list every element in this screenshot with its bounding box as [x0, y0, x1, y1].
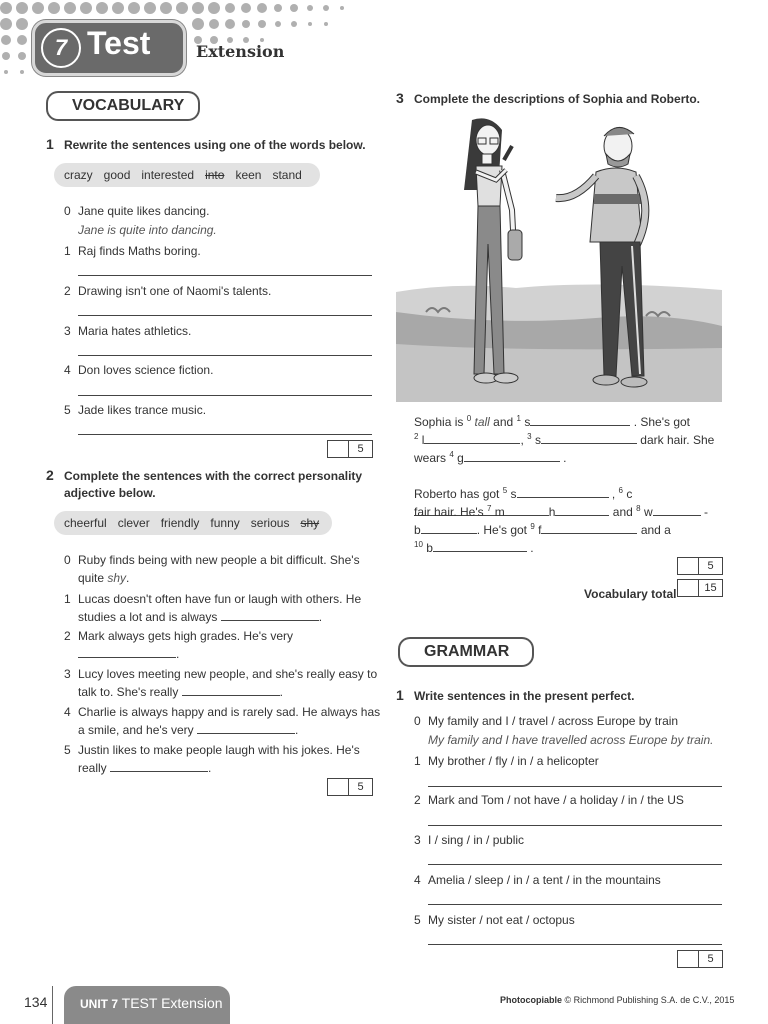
answer-line[interactable]: [78, 395, 372, 396]
superscript: 0: [466, 414, 472, 423]
vocabulary-total-label: Vocabulary total: [584, 587, 677, 601]
word-option: funny: [210, 516, 240, 530]
text: s: [510, 487, 517, 501]
score-max: 5: [357, 443, 364, 455]
item-text: My brother / fly / in / a helicopter: [428, 754, 599, 768]
test-title: Test: [87, 25, 151, 61]
grammar-ex1-instruction: Write sentences in the present perfect.: [414, 689, 635, 703]
answer-blank[interactable]: [653, 503, 701, 516]
item-text: Charlie is always happy and is rarely sad. He always has: [78, 705, 381, 719]
answer-blank[interactable]: [555, 503, 609, 516]
roberto-line-2: fair hair. He's $^7$ m h and $^8$ w -: [414, 504, 708, 519]
vocabulary-heading: VOCABULARY: [58, 91, 200, 121]
text: m: [494, 505, 505, 519]
word-option: cheerful: [64, 516, 107, 530]
item-text-line2: [78, 569, 129, 587]
answer-line[interactable]: [78, 355, 372, 356]
superscript: 1: [516, 414, 521, 423]
text: Roberto has got: [414, 487, 503, 501]
ex3-score-box: [677, 557, 723, 575]
score-input[interactable]: [328, 779, 349, 795]
punctuation: .: [279, 685, 284, 699]
text: c: [626, 487, 633, 501]
item-text: talk to. She's really: [78, 685, 182, 699]
text: dark hair. She: [636, 433, 715, 447]
text: s: [524, 415, 531, 429]
text: and a: [637, 523, 671, 537]
roberto-line-1: Roberto has got $^5$ s , $^6$ c: [414, 482, 724, 521]
item-text: Don loves science fiction.: [78, 363, 214, 377]
ex3-number: 3: [396, 90, 404, 106]
answer-blank[interactable]: [182, 683, 280, 696]
punctuation: .: [208, 761, 212, 775]
roberto-line-4: $^{10}$ b .: [414, 540, 534, 555]
item-number: 1: [64, 592, 71, 606]
item-text-line2: [78, 608, 322, 626]
text: h: [548, 505, 556, 519]
text: b: [426, 541, 433, 555]
item-text: Mark and Tom / not have / a holiday / in / the US: [428, 793, 684, 807]
test-number: 7: [41, 28, 81, 68]
grammar-score-box: [677, 950, 723, 968]
punctuation: .: [295, 723, 299, 737]
item-text-line2: [78, 759, 211, 777]
word-option-used: shy: [300, 516, 320, 530]
superscript: 5: [502, 486, 508, 495]
score-max: 5: [707, 560, 714, 572]
ex2-word-box: [54, 511, 332, 535]
item-number: 3: [64, 667, 71, 681]
punctuation: .: [126, 571, 130, 585]
answer-blank[interactable]: [433, 539, 527, 552]
superscript: 8: [636, 504, 641, 513]
item-number: 4: [64, 363, 71, 377]
item-number: 0: [64, 553, 71, 567]
answer-blank[interactable]: [505, 503, 549, 516]
footer-unit-title: TEST Extension: [118, 995, 223, 1011]
item-number: 0: [64, 204, 71, 218]
word-option-used: into: [205, 168, 225, 182]
footer-unit-tab: [64, 986, 230, 1024]
item-number: 0: [414, 714, 421, 728]
answer-line[interactable]: [78, 275, 372, 276]
copyright-text: © Richmond Publishing S.A. de C.V., 2015: [562, 995, 735, 1005]
punctuation: .: [176, 647, 180, 661]
ex1-score-box: [327, 440, 373, 458]
item-number: 4: [414, 873, 421, 887]
word-option: friendly: [160, 516, 200, 530]
word-option: keen: [235, 168, 262, 182]
punctuation: .: [318, 610, 323, 624]
answer-line[interactable]: [428, 864, 722, 865]
answer-blank[interactable]: [421, 521, 477, 534]
ex2-number: 2: [46, 467, 54, 483]
item-number: 3: [414, 833, 421, 847]
answer-blank[interactable]: [221, 608, 319, 621]
ex1-instruction: Rewrite the sentences using one of the words below.: [64, 138, 366, 152]
test-badge: [32, 20, 186, 76]
ex1-example-answer: Jane is quite into dancing.: [78, 223, 217, 237]
text: . He's got: [476, 523, 531, 537]
answer-blank[interactable]: [541, 521, 637, 534]
item-number: 5: [414, 913, 421, 927]
item-text: I / sing / in / public: [428, 833, 525, 847]
item-text: Jane quite likes dancing.: [78, 204, 210, 218]
grammar-heading: GRAMMAR: [410, 637, 534, 667]
item-text-line2: [78, 721, 298, 739]
word-option: serious: [250, 516, 290, 530]
example-answer: tall: [474, 415, 490, 429]
score-input[interactable]: [328, 441, 349, 457]
answer-blank[interactable]: [424, 431, 520, 444]
item-number: 3: [64, 324, 71, 338]
item-number: 2: [64, 629, 71, 643]
item-text: Jade likes trance music.: [78, 403, 207, 417]
ex1-word-box: [54, 163, 320, 187]
item-text: Amelia / sleep / in / a tent / in the mountains: [428, 873, 661, 887]
text: wears: [414, 451, 450, 465]
superscript: 4: [449, 450, 454, 459]
item-number: 2: [414, 793, 421, 807]
superscript: 10: [414, 540, 423, 549]
page-subtitle: Extension: [196, 42, 285, 61]
text: fair hair. He's: [414, 505, 487, 519]
item-text: Mark always gets high grades. He's very: [78, 629, 294, 643]
sophia-line-3: wears $^4$ g .: [414, 450, 567, 465]
answer-blank[interactable]: [197, 721, 295, 734]
answer-line[interactable]: [428, 944, 722, 945]
text: g: [457, 451, 464, 465]
superscript: 6: [618, 486, 623, 495]
item-number: 5: [64, 743, 71, 757]
text: b: [414, 523, 421, 537]
text: s: [534, 433, 541, 447]
superscript: 3: [527, 432, 532, 441]
score-max: 15: [704, 582, 717, 594]
answer-line[interactable]: [78, 434, 372, 435]
item-text: Lucas doesn't often have fun or laugh with others. He: [78, 592, 362, 606]
text: and: [489, 415, 517, 429]
item-text: really: [78, 761, 111, 775]
item-text: Justin likes to make people laugh with his jokes. He's: [78, 743, 360, 757]
footer-unit: UNIT 7: [80, 997, 119, 1011]
answer-blank[interactable]: [530, 413, 630, 426]
score-max: 5: [357, 781, 364, 793]
page-number: 134: [24, 994, 48, 1010]
score-input[interactable]: [678, 580, 699, 596]
item-text: Lucy loves meeting new people, and she's really easy to: [78, 667, 378, 681]
item-text: Maria hates athletics.: [78, 324, 192, 338]
item-text: My sister / not eat / octopus: [428, 913, 575, 927]
item-text-line2: [78, 683, 283, 701]
item-text-line2: [78, 645, 179, 663]
answer-blank[interactable]: [78, 645, 176, 658]
item-number: 1: [64, 244, 71, 258]
score-input[interactable]: [678, 558, 699, 574]
text: l: [421, 433, 425, 447]
sophia-roberto-illustration: [396, 112, 722, 402]
score-input[interactable]: [678, 951, 699, 967]
answer-line[interactable]: [428, 786, 722, 787]
item-number: 2: [64, 284, 71, 298]
superscript: 2: [414, 432, 419, 441]
text: w: [643, 505, 653, 519]
item-text: Raj finds Maths boring.: [78, 244, 201, 258]
ex3-instruction: Complete the descriptions of Sophia and Roberto.: [414, 92, 701, 106]
photocopiable-label: Photocopiable: [500, 995, 563, 1005]
item-number: 5: [64, 403, 71, 417]
text: f: [538, 523, 542, 537]
item-text: Ruby finds being with new people a bit difficult. She's: [78, 553, 360, 567]
vocabulary-total-box: [677, 579, 723, 597]
text: and: [609, 505, 637, 519]
word-option: crazy: [64, 168, 93, 182]
text: . She's got: [633, 415, 691, 429]
item-text: quite: [78, 571, 108, 585]
word-option: stand: [272, 168, 302, 182]
answer-line[interactable]: [428, 904, 722, 905]
item-text: studies a lot and is always: [78, 610, 221, 624]
item-text: My family and I / travel / across Europe by train: [428, 714, 679, 728]
superscript: 9: [530, 522, 535, 531]
grammar-ex1-number: 1: [396, 687, 404, 703]
ex2-score-box: [327, 778, 373, 796]
copyright-line: [500, 995, 734, 1005]
ex1-number: 1: [46, 136, 54, 152]
item-text: a smile, and he's very: [78, 723, 198, 737]
answer-blank[interactable]: [110, 759, 208, 772]
item-number: 1: [414, 754, 421, 768]
answer-blank[interactable]: [541, 431, 637, 444]
answer-blank[interactable]: [464, 449, 560, 462]
superscript: 7: [486, 504, 492, 513]
answer-line[interactable]: [428, 825, 722, 826]
answer-blank[interactable]: [517, 485, 609, 498]
item-text: Drawing isn't one of Naomi's talents.: [78, 284, 272, 298]
score-max: 5: [707, 953, 714, 965]
word-option: clever: [117, 516, 150, 530]
word-option: interested: [141, 168, 195, 182]
word-option: good: [103, 168, 131, 182]
item-number: 4: [64, 705, 71, 719]
sophia-line-2: $^2$ l , $^3$ s dark hair. She: [414, 432, 715, 447]
answer-line[interactable]: [78, 315, 372, 316]
text: Sophia is: [414, 415, 467, 429]
grammar-example-answer: My family and I have travelled across Europe by train.: [428, 733, 714, 747]
ex2-instruction-line1: Complete the sentences with the correct personality: [64, 469, 363, 483]
example-answer: shy: [107, 571, 127, 585]
ex2-instruction-line2: adjective below.: [64, 486, 156, 500]
